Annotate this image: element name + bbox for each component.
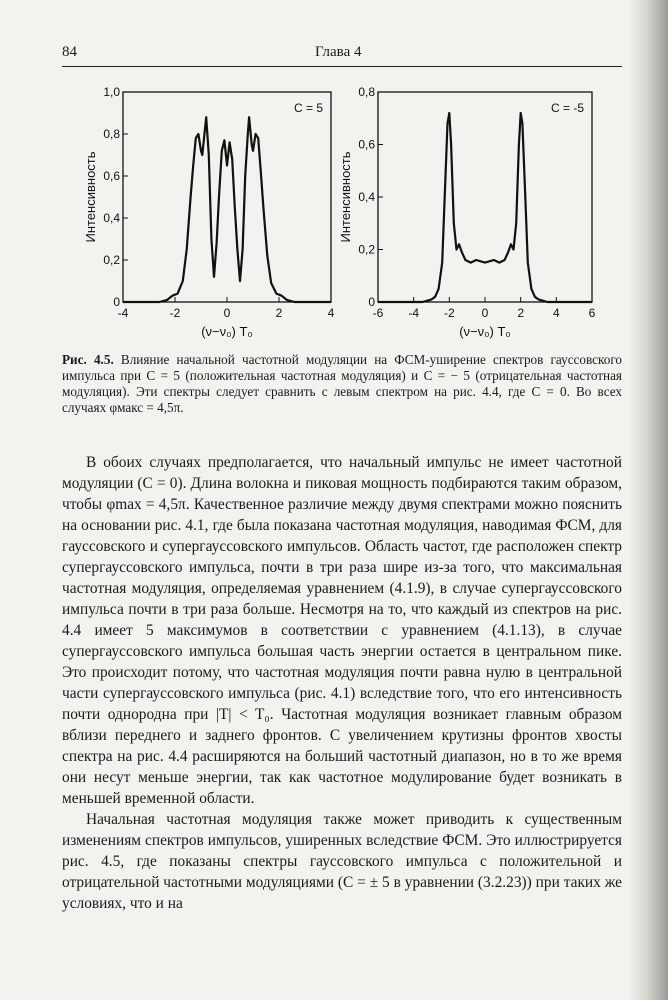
plot-frame (378, 92, 592, 302)
x-tick-label: 4 (327, 306, 335, 320)
y-tick-label: 0 (368, 295, 375, 309)
header-rule (62, 66, 622, 67)
y-tick-label: 0,2 (358, 242, 375, 257)
chart-right-svg (335, 82, 605, 347)
plot-frame (123, 92, 331, 302)
y-tick-label: 0,2 (103, 253, 120, 267)
chart-annotation: C = -5 (550, 101, 584, 115)
caption-text: Влияние начальной частотной модуляции на ФСМ-уширение спектров гауссовского импульса при C = 5 (положительная частотная модуляция) и C = − 5 (отрицательная частотная модуляция). Эти спектры следует сравнить с левым спектром на рис. 4.4, где C = 0. Во всех случаях φмакс = 4,5π. (62, 352, 623, 415)
chart-left-svg (80, 82, 340, 347)
y-tick-label: 0,4 (103, 211, 120, 225)
y-tick-label: 1,0 (103, 85, 120, 99)
x-axis-label: (ν−ν₀) T₀ (459, 324, 511, 339)
y-tick-label: 0 (113, 295, 120, 309)
paragraph: В обоих случаях предполагается, что начальный импульс не имеет частотной модуляции (C = 0). Длина волокна и пиковая мощность подбираются таким образом, чтобы φmax = 4,5π. Качественное различие между двумя спектрами можно пояснить на основании рис. 4.1, где была показана частотная модуляция, наводимая ФСМ, для гауссовского и супергауссовского импульсов. Область частот, где расположен спектр супергауссовского импульса, почти в три раза шире из-за того, что максимальная частотная модуляция, определяемая уравнением (4.1.9), в случае супергауссовского импульса почти в три раза больше. Несмотря на то, что каждый из спектров на рис. 4.4 имеет 5 максимумов в соответствии с уравнением (4.1.13), в случае супергауссовского импульса большая часть энергии остается в центральном пике. Это происходит потому, что частотная модуляция почти равна нулю в центральной части супергауссовского импульса (рис. 4.1) вследствие того, что его интенсивность почти однородна при |T| < T₀. Частотная модуляция возникает главным образом вблизи переднего и заднего фронтов. С увеличением крутизны фронтов хвосты спектра на рис. 4.4 расширяются на больший частотный диапазон, но в то же время они несут меньше энергии, так как частотное модулирование будет возникать в меньшей временной области. (62, 454, 622, 807)
spectrum-line (123, 117, 331, 302)
x-tick-label: -6 (372, 306, 384, 320)
caption-label: Рис. 4.5. (62, 352, 114, 367)
x-tick-label: 6 (588, 306, 596, 320)
y-tick-label: 0,8 (358, 85, 375, 99)
x-tick-label: -2 (169, 306, 181, 320)
y-tick-label: 0,6 (358, 137, 375, 152)
y-axis-label: Интенсивность (83, 151, 98, 243)
x-tick-label: 0 (481, 306, 489, 320)
figure-right-chart (335, 82, 605, 347)
x-axis-label: (ν−ν₀) T₀ (201, 324, 253, 339)
y-tick-label: 0,6 (103, 169, 120, 183)
x-tick-label: -4 (408, 306, 420, 320)
x-tick-label: 2 (275, 306, 283, 320)
spectrum-line (378, 113, 592, 302)
y-tick-label: 0,8 (103, 127, 120, 141)
x-tick-label: 2 (517, 306, 525, 320)
chart-annotation: C = 5 (293, 101, 323, 115)
x-tick-label: 4 (552, 306, 560, 320)
chapter-title: Глава 4 (315, 44, 362, 60)
page-edge-shadow (628, 0, 668, 1000)
figure-left-chart (80, 82, 340, 347)
x-tick-label: 0 (223, 306, 231, 320)
x-tick-label: -2 (443, 306, 455, 320)
page-number: 84 (62, 44, 77, 60)
figure-caption (62, 352, 622, 416)
x-tick-label: -4 (117, 306, 129, 320)
y-axis-label: Интенсивность (338, 151, 353, 243)
body-text (62, 452, 622, 914)
y-tick-label: 0,4 (358, 190, 375, 204)
page-header (62, 44, 622, 64)
paragraph: Начальная частотная модуляция также может приводить к существенным изменениям спектров импульсов, уширенных вследствие ФСМ. Это иллюстрируется рис. 4.5, где показаны спектры гауссовского импульса с положительной и отрицательной частотными модуляциями (C = ± 5 в уравнении (3.2.23)) при таких же условиях, что и на (62, 811, 622, 912)
